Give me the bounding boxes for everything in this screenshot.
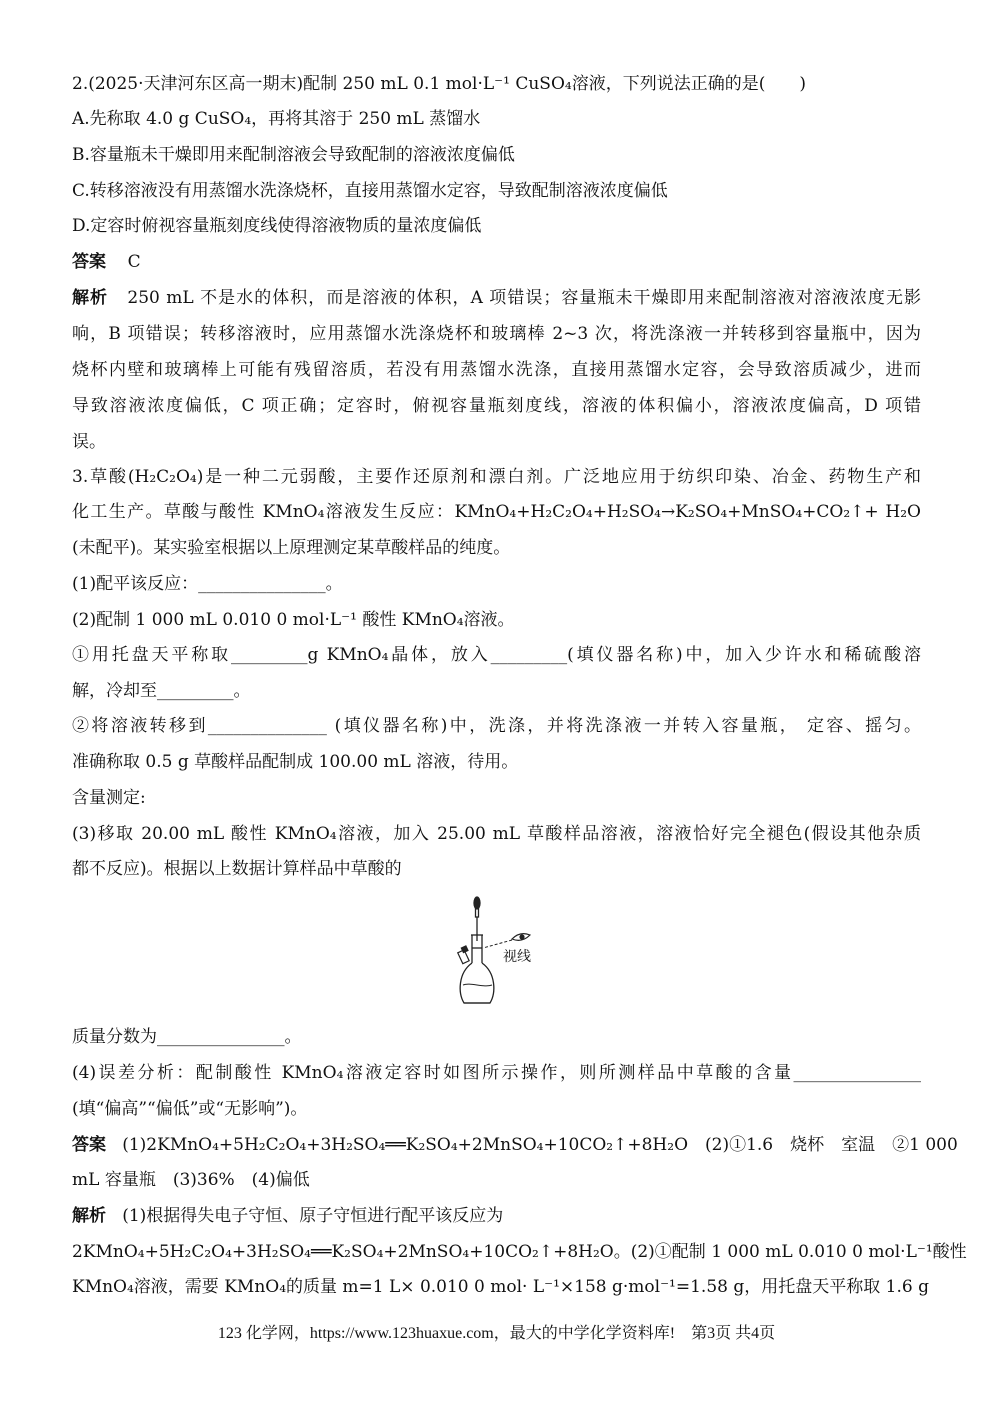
q3-part-2-2: ②将溶液转移到______________ (填仪器名称)中，洗涤，并将洗涤液一并转入容量瓶， 定容、摇匀。: [72, 716, 921, 736]
q2-analysis-line-2: 响，B 项错误；转移溶液时，应用蒸馏水洗涤烧杯和玻璃棒 2~3 次，将洗涤液一并转移到容量瓶中，因为: [72, 324, 921, 344]
eye-icon: [483, 934, 530, 948]
q3-part-2: (2)配制 1 000 mL 0.010 0 mol·L⁻¹ 酸性 KMnO₄溶液。: [72, 610, 515, 630]
q3-analysis-line-3: KMnO₄溶液，需要 KMnO₄的质量 m=1 L× 0.010 0 mol· L⁻¹×158 g·mol⁻¹=1.58 g，用托盘天平称取 1.6 g: [72, 1277, 929, 1297]
q3-analysis-line-2: 2KMnO₄+5H₂C₂O₄+3H₂SO₄══K₂SO₄+2MnSO₄+10CO₂↑+8H₂O。(2)①配制 1 000 mL 0.010 0 mol·L⁻¹酸性: [72, 1242, 967, 1262]
q3-part-1: (1)配平该反应：_______________。: [72, 574, 343, 594]
q2-option-c: C.转移溶液没有用蒸馏水洗涤烧杯，直接用蒸馏水定容，导致配制溶液浓度偏低: [72, 181, 668, 201]
q3-answer-text: (1)2KMnO₄+5H₂C₂O₄+3H₂SO₄══K₂SO₄+2MnSO₄+10CO₂↑+8H₂O (2)①1.6 烧杯 室温 ②1 000: [122, 1135, 958, 1155]
q3-analysis-text: (1)根据得失电子守恒、原子守恒进行配平该反应为: [122, 1206, 504, 1226]
q2-analysis-line-1: [72, 286, 921, 310]
q2-analysis-line-4: 导致溶液浓度偏低，C 项正确；定容时，俯视容量瓶刻度线，溶液的体积偏小，溶液浓度偏高，D 项错: [72, 396, 921, 416]
q3-part-3b: 都不反应)。根据以上数据计算样品中草酸的: [72, 859, 402, 879]
q2-analysis-text: 250 mL 不是水的体积，而是溶液的体积，A 项错误；容量瓶未干燥即用来配制溶液对溶液浓度无影: [127, 288, 921, 308]
q3-part-4a: (4)误差分析：配制酸性 KMnO₄溶液定容时如图所示操作，则所测样品中草酸的含量_______________: [72, 1063, 921, 1083]
q3-stem-line-2: 化工生产。草酸与酸性 KMnO₄溶液发生反应：KMnO₄+H₂C₂O₄+H₂SO₄→K₂SO₄+MnSO₄+CO₂↑+ H₂O: [72, 502, 921, 522]
q2-stem: 2.(2025·天津河东区高一期末)配制 250 mL 0.1 mol·L⁻¹ CuSO₄溶液，下列说法正确的是( ): [72, 74, 806, 94]
q3-analysis-label: 解析: [72, 1206, 106, 1226]
q3-part-2-1b: 解，冷却至_________。: [72, 681, 251, 701]
flask-icon: [460, 935, 494, 1003]
figure-label: 视线: [503, 949, 531, 965]
q3-analysis-line-1: [72, 1204, 921, 1228]
q3-answer-label: 答案: [72, 1135, 106, 1155]
q3-stem-line-1: 3.草酸(H₂C₂O₄)是一种二元弱酸，主要作还原剂和漂白剂。广泛地应用于纺织印染、冶金、药物生产和: [72, 467, 921, 487]
q3-part-2-1a: ①用托盘天平称取_________g KMnO₄晶体，放入_________(填仪器名称)中，加入少许水和稀硫酸溶: [72, 645, 921, 665]
q2-answer-label: 答案: [72, 252, 106, 272]
q2-option-b: B.容量瓶未干燥即用来配制溶液会导致配制的溶液浓度偏低: [72, 145, 515, 165]
q3-content-heading: 含量测定:: [72, 788, 146, 808]
q3-answer-line-1: [72, 1133, 958, 1157]
volumetric-flask-figure: [452, 893, 542, 1015]
q2-analysis-line-5: 误。: [72, 432, 106, 452]
page-footer: 123 化学网，https://www.123huaxue.com，最大的中学化学资料库! 第3页 共4页: [217, 1325, 776, 1342]
stopper-icon: [458, 946, 469, 964]
q3-stem-line-3: (未配平)。某实验室根据以上原理测定某草酸样品的纯度。: [72, 538, 511, 558]
q2-answer: C: [127, 252, 141, 272]
q2-analysis-line-3: 烧杯内壁和玻璃棒上可能有残留溶质，若没有用蒸馏水洗涤，直接用蒸馏水定容，会导致溶质减少，进而: [72, 360, 921, 380]
q2-answer-row: [72, 250, 921, 274]
q3-part-2-3: 准确称取 0.5 g 草酸样品配制成 100.00 mL 溶液，待用。: [72, 752, 519, 772]
q3-part-4b: (填“偏高”“偏低”或“无影响”)。: [72, 1099, 308, 1119]
q2-option-a: A.先称取 4.0 g CuSO₄，再将其溶于 250 mL 蒸馏水: [72, 109, 481, 129]
q3-part-3a: (3)移取 20.00 mL 酸性 KMnO₄溶液，加入 25.00 mL 草酸样品溶液，溶液恰好完全褪色(假设其他杂质: [72, 824, 921, 844]
q2-option-d: D.定容时俯视容量瓶刻度线使得溶液物质的量浓度偏低: [72, 216, 482, 236]
q3-part-3c: 质量分数为_______________。: [72, 1027, 302, 1047]
q2-analysis-label: 解析: [72, 288, 109, 308]
q3-answer-line-2: mL 容量瓶 (3)36% (4)偏低: [72, 1170, 310, 1190]
